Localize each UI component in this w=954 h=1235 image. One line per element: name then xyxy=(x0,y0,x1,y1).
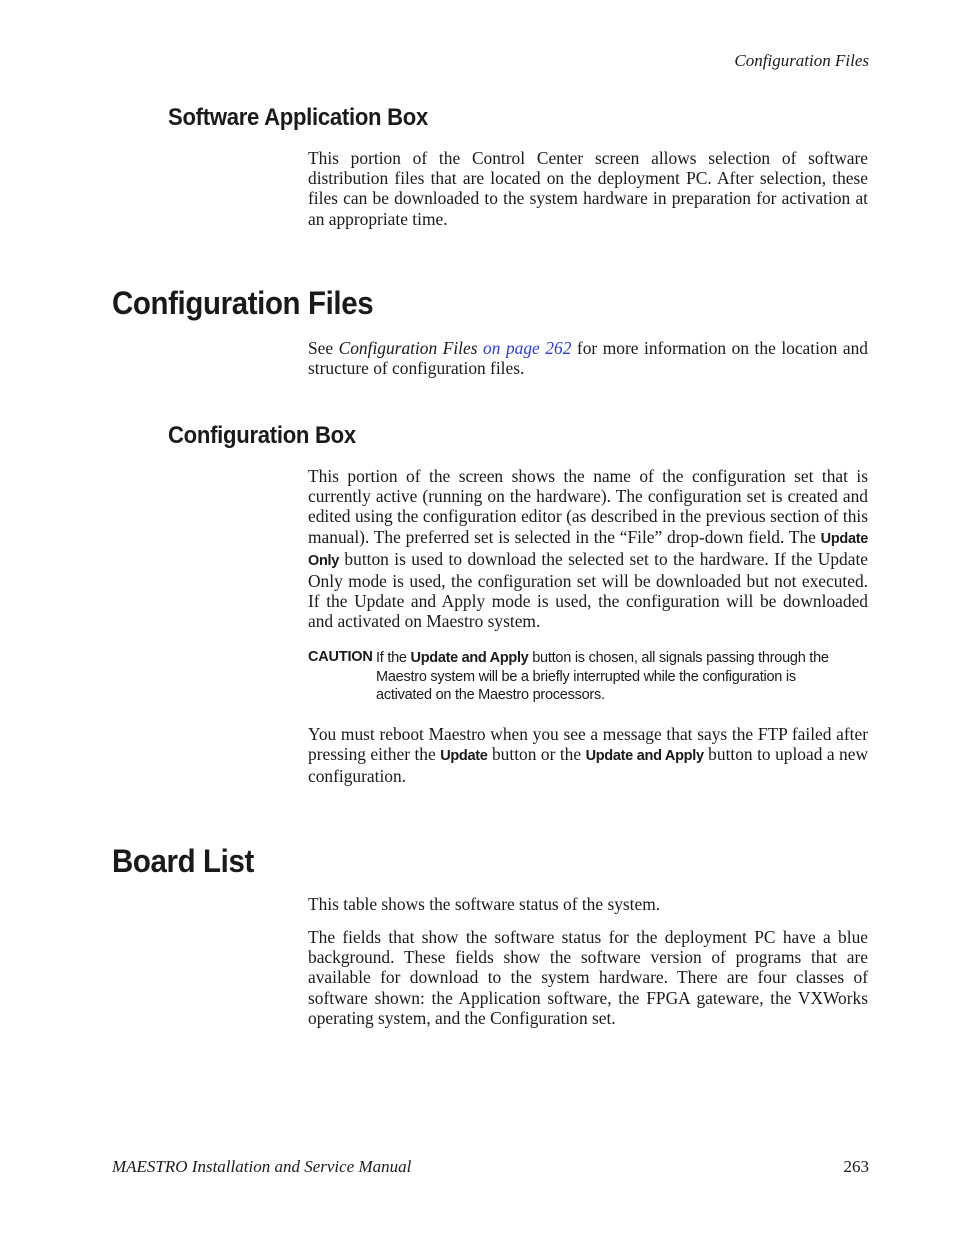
paragraph-text: This portion of the Control Center screen allows selection of software distribution files that are located on the deployment PC. After selection, these files can be downloaded to the system hardware in preparation for activation at an appropriate time. xyxy=(308,148,868,229)
configuration-box-heading: Configuration Box xyxy=(168,422,356,449)
p1-text-b: button is used to download the selected set to the hardware. If the Update Only mode is used, the configuration set will be downloaded but not executed. If the Update and Apply mode is used, the configuration will be downloaded and activated on Maestro system. xyxy=(308,548,868,632)
configuration-files-paragraph xyxy=(308,338,868,378)
configuration-box-paragraph-2 xyxy=(308,724,868,787)
p2-text-b: button or the xyxy=(487,744,586,765)
software-application-box-paragraph xyxy=(308,148,868,229)
configuration-box-paragraph-1 xyxy=(308,466,868,632)
p2-text-c: button to upload a new configuration. xyxy=(308,744,869,787)
footer-manual-title: MAESTRO Installation and Service Manual xyxy=(112,1157,412,1176)
see-ref-title: Configuration Files xyxy=(338,338,478,358)
p2-text-a: You must reboot Maestro when you see a message that says the FTP failed after pressing either the xyxy=(308,724,868,765)
caution-label: CAUTION xyxy=(308,649,373,665)
page-reference-link[interactable]: on page 262 xyxy=(483,338,572,358)
configuration-files-heading: Configuration Files xyxy=(112,285,374,321)
caution-text-b: button is chosen, all signals passing through the Maestro system will be a briefly interrupted while the configuration is activated on the Maestro processors. xyxy=(376,650,829,703)
p1-text-a: This portion of the screen shows the name of the configuration set that is currently active (running on the hardware). The configuration set is created and edited using the configuration editor (as described in the previous section of this manual). The preferred set is selected in the “File” drop-down field. The xyxy=(308,466,868,547)
footer-page-number: 263 xyxy=(843,1157,869,1176)
see-suffix: for more information on the location and structure of configuration files. xyxy=(308,338,868,379)
update-and-apply-command: Update and Apply xyxy=(585,748,704,765)
caution-text xyxy=(376,649,831,705)
software-application-box-heading: Software Application Box xyxy=(168,104,429,131)
board-list-paragraph-2 xyxy=(308,927,868,1028)
update-only-command: Update Only xyxy=(308,530,868,569)
paragraph-text: This table shows the software status of the system. xyxy=(308,894,661,914)
update-and-apply-command: Update and Apply xyxy=(410,650,529,666)
see-prefix: See xyxy=(308,338,339,358)
running-header: Configuration Files xyxy=(734,51,869,70)
board-list-heading: Board List xyxy=(112,843,254,879)
paragraph-text: The fields that show the software status for the deployment PC have a blue background. These fields show the software version of programs that are available for download to the system hardware. There are four classes of software shown: the Application software, the FPGA gateware, the VXWorks operating system, and the Configuration set. xyxy=(308,927,868,1028)
update-command: Update xyxy=(440,748,488,765)
caution-text-a: If the xyxy=(376,650,411,666)
board-list-paragraph-1 xyxy=(308,894,868,914)
